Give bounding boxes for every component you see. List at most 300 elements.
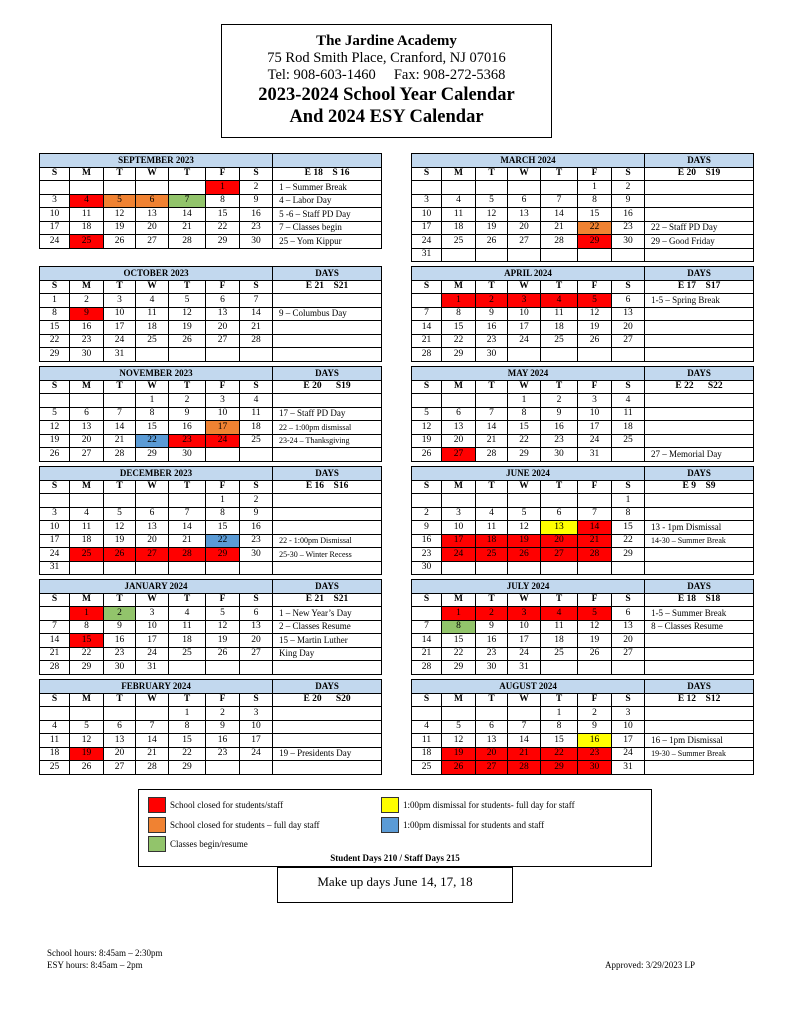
event-note xyxy=(645,321,754,335)
week-row xyxy=(40,707,382,721)
days-summary: E 17 S17 xyxy=(645,280,754,294)
month-name: MARCH 2024 xyxy=(412,154,645,168)
week-row xyxy=(412,235,754,249)
day-cell: 5 xyxy=(442,720,476,734)
day-cell xyxy=(70,394,104,408)
event-note: 19 – Presidents Day xyxy=(273,747,382,761)
day-cell xyxy=(169,661,206,675)
event-note xyxy=(273,334,382,348)
day-cell: 3 xyxy=(442,507,476,521)
day-cell: 31 xyxy=(508,661,541,675)
day-cell: 18 xyxy=(70,221,104,235)
weekday-label: T xyxy=(169,380,206,394)
weekday-label: T xyxy=(541,380,578,394)
week-row xyxy=(412,747,754,761)
day-cell: 19 xyxy=(70,747,104,761)
day-cell: 13 xyxy=(508,208,541,222)
day-cell: 7 xyxy=(508,720,541,734)
day-cell: 16 xyxy=(476,321,508,335)
week-row xyxy=(40,534,382,548)
event-note: 22 - 1:00pm Dismissal xyxy=(273,534,382,548)
day-cell: 12 xyxy=(104,208,136,222)
day-cell xyxy=(240,348,273,362)
day-cell: 20 xyxy=(70,434,104,448)
color-legend xyxy=(138,789,652,867)
day-cell: 13 xyxy=(240,620,273,634)
day-cell: 16 xyxy=(612,208,645,222)
day-cell: 20 xyxy=(206,321,240,335)
day-cell: 26 xyxy=(104,235,136,249)
legend-label: 1:00pm dismissal for students- full day for staff xyxy=(403,800,575,810)
day-cell: 3 xyxy=(104,294,136,308)
day-cell: 3 xyxy=(508,607,541,621)
day-cell: 3 xyxy=(136,607,169,621)
day-cell: 8 xyxy=(578,194,612,208)
day-cell xyxy=(70,494,104,508)
day-cell: 10 xyxy=(40,521,70,535)
day-cell: 13 xyxy=(541,521,578,535)
day-cell: 9 xyxy=(412,521,442,535)
day-cell: 29 xyxy=(612,548,645,562)
day-cell: 17 xyxy=(442,534,476,548)
day-cell: 14 xyxy=(169,521,206,535)
day-cell: 18 xyxy=(476,534,508,548)
event-note xyxy=(645,561,754,575)
day-cell xyxy=(508,561,541,575)
day-cell: 12 xyxy=(169,307,206,321)
weekday-label: M xyxy=(70,593,104,607)
event-note xyxy=(645,208,754,222)
day-cell: 28 xyxy=(136,761,169,775)
day-cell: 21 xyxy=(40,647,70,661)
weekday-label: W xyxy=(508,380,541,394)
weekday-label: T xyxy=(541,167,578,181)
weekday-label: M xyxy=(442,280,476,294)
day-cell: 2 xyxy=(70,294,104,308)
day-cell xyxy=(541,181,578,195)
day-cell: 28 xyxy=(40,661,70,675)
day-cell: 2 xyxy=(240,494,273,508)
week-row xyxy=(40,235,382,249)
day-cell: 6 xyxy=(612,294,645,308)
weekday-row xyxy=(40,380,382,394)
day-cell: 18 xyxy=(541,634,578,648)
day-cell: 2 xyxy=(206,707,240,721)
week-row xyxy=(40,647,382,661)
weekday-label: W xyxy=(136,280,169,294)
day-cell xyxy=(442,394,476,408)
event-note xyxy=(645,761,754,775)
month-table xyxy=(39,366,382,462)
day-cell: 12 xyxy=(40,421,70,435)
weekday-row xyxy=(412,593,754,607)
event-note xyxy=(273,448,382,462)
event-note xyxy=(645,707,754,721)
day-cell: 7 xyxy=(136,720,169,734)
day-cell: 25 xyxy=(476,548,508,562)
day-cell: 18 xyxy=(412,747,442,761)
day-cell: 30 xyxy=(104,661,136,675)
day-cell: 1 xyxy=(136,394,169,408)
day-cell: 11 xyxy=(541,307,578,321)
day-cell: 24 xyxy=(578,434,612,448)
day-cell: 26 xyxy=(442,761,476,775)
day-cell xyxy=(104,561,136,575)
day-cell: 21 xyxy=(412,334,442,348)
weekday-label: S xyxy=(412,167,442,181)
day-cell: 24 xyxy=(40,235,70,249)
month-table xyxy=(411,579,754,675)
event-note xyxy=(645,421,754,435)
week-row xyxy=(40,294,382,308)
event-note xyxy=(645,720,754,734)
month-name: JUNE 2024 xyxy=(412,467,645,481)
day-cell: 18 xyxy=(442,221,476,235)
legend-label: School closed for students/staff xyxy=(170,800,284,810)
day-cell: 7 xyxy=(476,407,508,421)
day-cell xyxy=(412,707,442,721)
day-cell: 2 xyxy=(541,394,578,408)
legend-item-green xyxy=(148,836,248,852)
weekday-label: T xyxy=(169,280,206,294)
day-cell xyxy=(136,561,169,575)
calendar-subtitle: And 2024 ESY Calendar xyxy=(289,107,484,127)
day-cell: 24 xyxy=(136,647,169,661)
days-header: DAYS xyxy=(273,680,382,694)
days-summary: E 21 S21 xyxy=(273,280,382,294)
day-cell: 1 xyxy=(578,181,612,195)
day-cell xyxy=(541,248,578,262)
day-cell: 9 xyxy=(70,307,104,321)
day-cell: 26 xyxy=(169,334,206,348)
weekday-row xyxy=(412,693,754,707)
weekday-label: M xyxy=(70,380,104,394)
weekday-label: F xyxy=(206,380,240,394)
day-cell: 25 xyxy=(240,434,273,448)
day-cell xyxy=(412,494,442,508)
week-row xyxy=(40,761,382,775)
day-cell: 3 xyxy=(40,194,70,208)
event-note: 14-30 – Summer Break xyxy=(645,534,754,548)
day-cell: 25 xyxy=(40,761,70,775)
day-cell: 19 xyxy=(169,321,206,335)
day-cell xyxy=(412,181,442,195)
days-summary: E 20 S20 xyxy=(273,693,382,707)
weekday-label: W xyxy=(136,593,169,607)
day-cell: 11 xyxy=(70,208,104,222)
day-cell: 8 xyxy=(206,507,240,521)
days-header: DAYS xyxy=(273,267,382,281)
day-cell: 12 xyxy=(508,521,541,535)
day-cell: 26 xyxy=(104,548,136,562)
day-cell: 15 xyxy=(206,208,240,222)
day-cell: 21 xyxy=(508,747,541,761)
event-note: 19-30 – Summer Break xyxy=(645,747,754,761)
day-cell: 5 xyxy=(40,407,70,421)
day-cell: 16 xyxy=(206,734,240,748)
day-cell: 21 xyxy=(578,534,612,548)
day-cell: 27 xyxy=(541,548,578,562)
weekday-label: T xyxy=(169,480,206,494)
days-summary: E 20 S19 xyxy=(645,167,754,181)
day-cell: 20 xyxy=(442,434,476,448)
event-note xyxy=(273,661,382,675)
days-header xyxy=(273,154,382,168)
day-cell: 15 xyxy=(508,421,541,435)
day-cell: 17 xyxy=(412,221,442,235)
day-cell: 10 xyxy=(104,307,136,321)
month-title-row xyxy=(412,267,754,281)
weekday-label: S xyxy=(240,167,273,181)
day-cell: 8 xyxy=(40,307,70,321)
day-cell: 4 xyxy=(70,507,104,521)
weekday-label: S xyxy=(240,693,273,707)
week-row xyxy=(40,448,382,462)
day-cell: 25 xyxy=(612,434,645,448)
week-row xyxy=(412,307,754,321)
school-hours xyxy=(47,947,163,971)
day-cell: 14 xyxy=(40,634,70,648)
day-cell: 17 xyxy=(508,634,541,648)
day-cell xyxy=(40,494,70,508)
day-cell xyxy=(612,561,645,575)
day-cell: 21 xyxy=(541,221,578,235)
day-cell: 27 xyxy=(442,448,476,462)
day-cell: 17 xyxy=(104,321,136,335)
week-row xyxy=(40,394,382,408)
days-summary: E 18 S 16 xyxy=(273,167,382,181)
day-cell xyxy=(578,348,612,362)
week-row xyxy=(40,334,382,348)
day-cell: 22 xyxy=(442,647,476,661)
day-cell xyxy=(136,181,169,195)
day-cell: 21 xyxy=(104,434,136,448)
event-note: 22 – 1:00pm dismissal xyxy=(273,421,382,435)
day-cell xyxy=(508,494,541,508)
weekday-label: S xyxy=(612,593,645,607)
day-cell: 26 xyxy=(578,334,612,348)
day-cell: 5 xyxy=(104,507,136,521)
day-cell: 15 xyxy=(612,521,645,535)
week-row xyxy=(40,720,382,734)
day-cell: 25 xyxy=(541,647,578,661)
days-header: DAYS xyxy=(645,467,754,481)
day-cell xyxy=(240,761,273,775)
day-cell: 15 xyxy=(40,321,70,335)
day-cell: 14 xyxy=(541,208,578,222)
day-cell: 17 xyxy=(136,634,169,648)
day-cell xyxy=(476,494,508,508)
legend-item-red xyxy=(148,797,283,813)
weekday-label: W xyxy=(508,280,541,294)
day-cell: 29 xyxy=(442,661,476,675)
week-row xyxy=(40,421,382,435)
week-row xyxy=(412,394,754,408)
day-cell: 30 xyxy=(70,348,104,362)
day-cell xyxy=(476,561,508,575)
weekday-label: T xyxy=(169,167,206,181)
legend-item-yellow xyxy=(381,797,575,813)
days-summary: E 9 S9 xyxy=(645,480,754,494)
day-cell: 27 xyxy=(240,647,273,661)
weekday-label: T xyxy=(104,693,136,707)
event-note xyxy=(645,248,754,262)
month-table xyxy=(411,153,754,262)
day-cell: 10 xyxy=(508,620,541,634)
day-cell: 8 xyxy=(206,194,240,208)
day-cell: 11 xyxy=(40,734,70,748)
month-name: FEBRUARY 2024 xyxy=(40,680,273,694)
event-note xyxy=(645,334,754,348)
week-row xyxy=(412,248,754,262)
day-cell: 6 xyxy=(476,720,508,734)
day-cell: 24 xyxy=(508,647,541,661)
weekday-label: T xyxy=(476,280,508,294)
week-row xyxy=(40,194,382,208)
day-cell: 31 xyxy=(40,561,70,575)
day-cell xyxy=(578,494,612,508)
days-summary: E 20 S19 xyxy=(273,380,382,394)
event-note: 2 – Classes Resume xyxy=(273,620,382,634)
month-table xyxy=(39,153,382,249)
day-cell xyxy=(412,294,442,308)
month-name: JANUARY 2024 xyxy=(40,580,273,594)
day-cell: 9 xyxy=(612,194,645,208)
day-cell: 2 xyxy=(240,181,273,195)
weekday-label: W xyxy=(508,167,541,181)
yellow-swatch xyxy=(381,797,399,813)
day-cell: 25 xyxy=(70,235,104,249)
day-cell: 19 xyxy=(412,434,442,448)
day-cell: 15 xyxy=(169,734,206,748)
day-cell: 12 xyxy=(442,734,476,748)
day-cell xyxy=(104,494,136,508)
day-cell: 9 xyxy=(169,407,206,421)
days-header: DAYS xyxy=(273,467,382,481)
day-cell: 11 xyxy=(541,620,578,634)
day-cell: 23 xyxy=(240,221,273,235)
event-note xyxy=(645,181,754,195)
event-note xyxy=(645,647,754,661)
day-cell: 8 xyxy=(70,620,104,634)
legend-label: 1:00pm dismissal for students and staff xyxy=(403,820,545,830)
day-cell: 10 xyxy=(442,521,476,535)
day-cell: 26 xyxy=(206,647,240,661)
day-cell: 9 xyxy=(240,194,273,208)
event-note: 29 – Good Friday xyxy=(645,235,754,249)
day-cell xyxy=(442,561,476,575)
day-cell: 24 xyxy=(206,434,240,448)
day-cell: 16 xyxy=(240,521,273,535)
day-cell: 6 xyxy=(136,507,169,521)
day-cell: 4 xyxy=(442,194,476,208)
school-hours-line: School hours: 8:45am – 2:30pm xyxy=(47,948,163,958)
day-cell xyxy=(612,661,645,675)
day-cell: 21 xyxy=(169,221,206,235)
week-row xyxy=(40,607,382,621)
day-cell: 27 xyxy=(104,761,136,775)
month-name: SEPTEMBER 2023 xyxy=(40,154,273,168)
day-cell: 22 xyxy=(508,434,541,448)
day-cell: 25 xyxy=(70,548,104,562)
week-row xyxy=(412,348,754,362)
month-title-row xyxy=(40,367,382,381)
week-row xyxy=(412,607,754,621)
weekday-label: T xyxy=(169,593,206,607)
week-row xyxy=(412,634,754,648)
day-cell: 14 xyxy=(240,307,273,321)
day-cell: 6 xyxy=(541,507,578,521)
day-cell: 24 xyxy=(612,747,645,761)
day-cell: 19 xyxy=(442,747,476,761)
event-note xyxy=(645,394,754,408)
weekday-label: T xyxy=(476,380,508,394)
weekday-label: F xyxy=(578,693,612,707)
month-title-row xyxy=(412,367,754,381)
month-title-row xyxy=(412,580,754,594)
day-cell xyxy=(412,394,442,408)
event-note: 1-5 – Spring Break xyxy=(645,294,754,308)
day-cell: 16 xyxy=(476,634,508,648)
day-cell: 4 xyxy=(412,720,442,734)
day-cell xyxy=(169,561,206,575)
day-cell: 7 xyxy=(412,307,442,321)
day-cell: 28 xyxy=(476,448,508,462)
event-note xyxy=(273,507,382,521)
day-cell: 5 xyxy=(578,607,612,621)
days-summary: E 18 S18 xyxy=(645,593,754,607)
day-cell: 17 xyxy=(612,734,645,748)
day-cell: 27 xyxy=(612,334,645,348)
day-cell: 14 xyxy=(508,734,541,748)
day-cell: 11 xyxy=(442,208,476,222)
weekday-label: W xyxy=(508,593,541,607)
month-name: NOVEMBER 2023 xyxy=(40,367,273,381)
day-cell: 20 xyxy=(104,747,136,761)
day-cell: 12 xyxy=(412,421,442,435)
day-cell: 7 xyxy=(412,620,442,634)
day-cell: 24 xyxy=(240,747,273,761)
weekday-label: W xyxy=(136,480,169,494)
day-cell: 3 xyxy=(612,707,645,721)
day-cell: 2 xyxy=(476,607,508,621)
day-cell xyxy=(442,707,476,721)
weekday-label: S xyxy=(40,593,70,607)
day-cell: 10 xyxy=(206,407,240,421)
event-note xyxy=(273,394,382,408)
day-cell: 27 xyxy=(476,761,508,775)
school-name: The Jardine Academy xyxy=(316,33,457,49)
day-cell: 23 xyxy=(578,747,612,761)
day-cell: 7 xyxy=(240,294,273,308)
day-cell: 19 xyxy=(578,634,612,648)
day-cell: 28 xyxy=(412,348,442,362)
day-cell: 28 xyxy=(541,235,578,249)
day-cell: 7 xyxy=(104,407,136,421)
day-cell: 1 xyxy=(70,607,104,621)
day-cell: 9 xyxy=(578,720,612,734)
day-cell: 4 xyxy=(240,394,273,408)
event-note: 5 -6 – Staff PD Day xyxy=(273,208,382,222)
days-header: DAYS xyxy=(645,367,754,381)
day-cell: 24 xyxy=(104,334,136,348)
day-cell xyxy=(240,661,273,675)
day-cell: 15 xyxy=(442,634,476,648)
weekday-label: S xyxy=(612,693,645,707)
week-row xyxy=(412,321,754,335)
month-title-row xyxy=(40,680,382,694)
day-cell: 28 xyxy=(169,548,206,562)
